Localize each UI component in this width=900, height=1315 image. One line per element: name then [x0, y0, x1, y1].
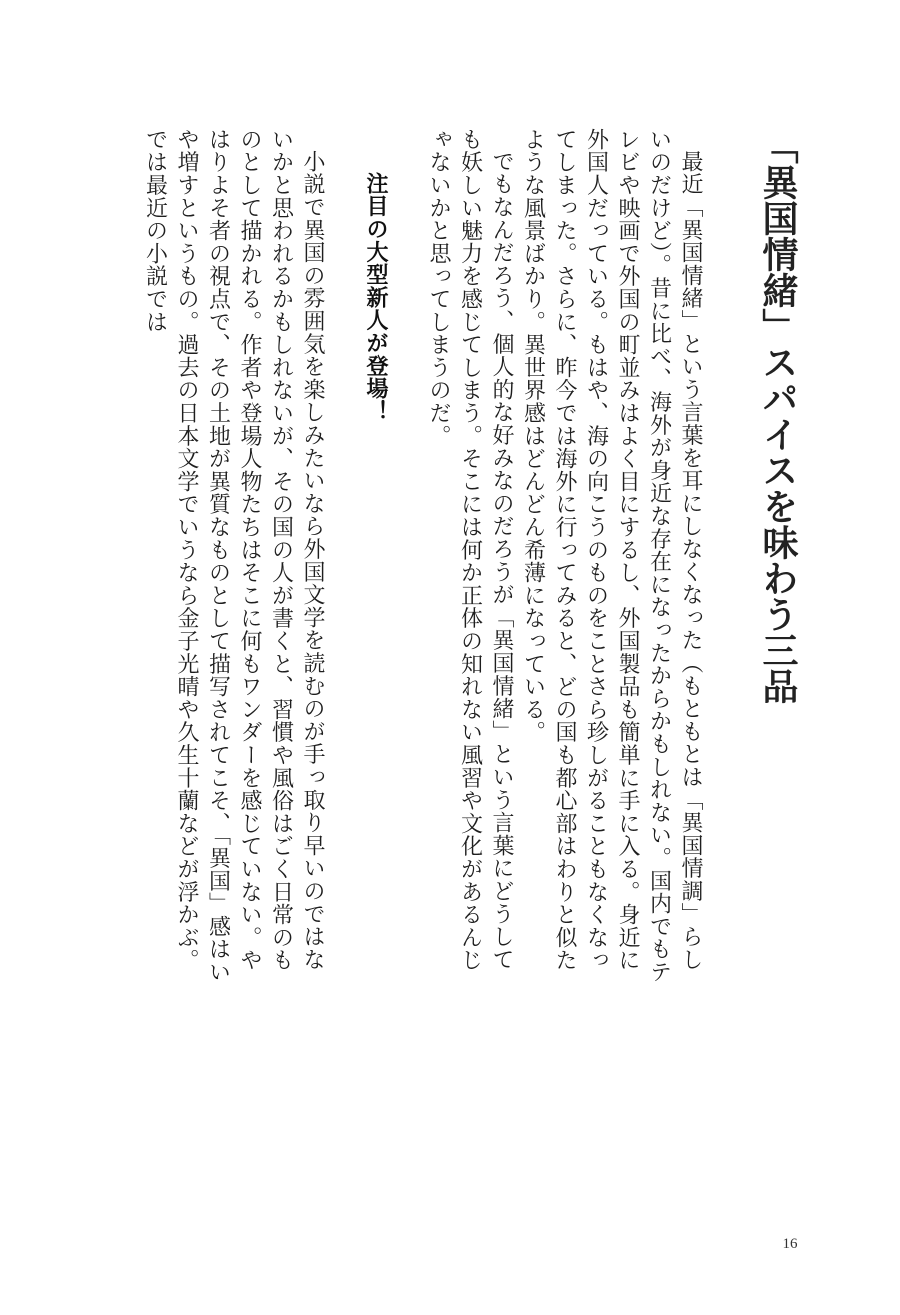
paragraph-2: でもなんだろう、個人的な好みなのだろうが「異国情緒」という言葉にどうしても妖しい魅力を感じてしまう。そこには何か正体の知れない風習や文化があるんじゃないかと思ってしまうのだ。: [426, 128, 514, 972]
section-heading: 注目の大型新人が登場！: [363, 172, 389, 423]
page-number: 16: [782, 1236, 798, 1252]
article-body: [86, 128, 706, 988]
paragraph-1: 最近「異国情緒」という言葉を耳にしなくなった（もともとは「異国情調」らしいのだけど）。昔に比べ、海外が身近な存在になったからかもしれない。国内でもテレビや映画で外国の町並みはよく目にするし、外国製品も簡単に手に入る。身近に外国人だっている。もはや、海の向こうのものをことさら珍しがることもなくなってしまった。さらに、昨今では海外に行ってみると、どの国も都心部はわりと似たような風景ばかり。異世界感はどんどん希薄になっている。: [520, 128, 703, 984]
article-title: 「異国情緒」スパイスを味わう三品: [757, 128, 799, 704]
paragraph-3: 小説で異国の雰囲気を楽しみたいなら外国文学を読むのが手っ取り早いのではないかと思われるかもしれないが、その国の人が書くと、習慣や風俗はごく日常のものとして描かれる。作者や登場人物たちはそこに何もワンダーを感じていない。やはりよそ者の視点で、その土地が異質なものとして描写されてこそ、「異国」感はいや増すというもの。過去の日本文学でいうなら金子光晴や久生十蘭などが浮かぶ。では最近の小説では: [142, 128, 325, 984]
